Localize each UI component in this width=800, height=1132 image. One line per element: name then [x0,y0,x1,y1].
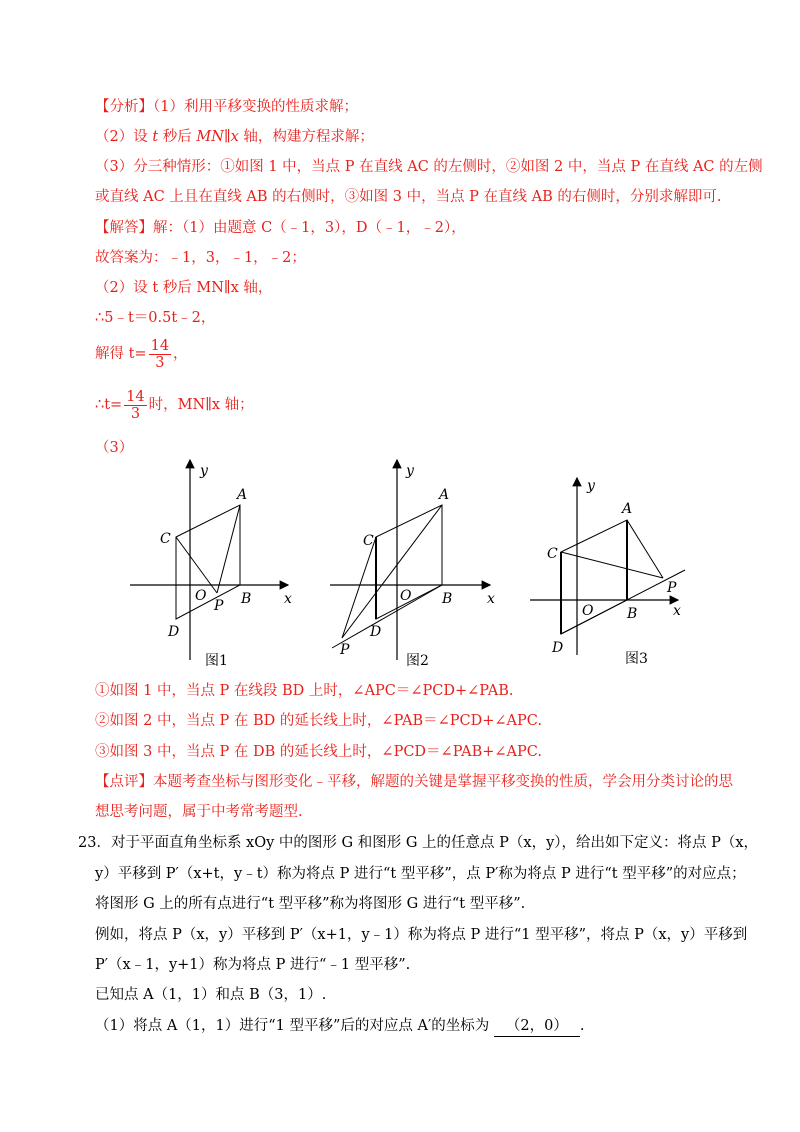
analysis-text-2a: （2）设 [95,129,153,145]
fig1-label-y: y [200,463,208,479]
fig3-label-c: C [547,546,558,562]
analysis-line-2 [95,127,374,147]
fraction-denominator: 3 [130,405,141,422]
comment-line-2: 想思考问题，属于中考常考题型. [95,804,303,820]
solution-text-1: 解：（1）由题意 C（﹣1，3），D（﹣1，﹣2）， [153,220,466,236]
q23-line-1: 23．对于平面直角坐标系 xOy 中的图形 G 和图形 G 上的任意点 P（x，y），给出如下定义：将点 P（x， [78,835,759,851]
q23-answer-blank: （2，0） [494,1016,580,1037]
fig2-label-p: P [340,642,350,658]
fraction-denominator: 3 [155,354,165,371]
solution-line-3: （2）设 t 秒后 MN∥x 轴， [95,280,273,296]
q23-text-7b: . [579,1018,585,1034]
q23-text-7a: （1）将点 A（1，1）进行“1 型平移”后的对应点 A′的坐标为 [95,1018,490,1034]
case-line-1: ①如图 1 中，当点 P 在线段 BD 上时，∠APC＝∠PCD+∠PAB. [95,683,514,699]
fraction-numerator: 14 [126,388,145,405]
comment-line-1 [95,772,733,792]
figure-3-diagram [530,470,705,670]
fig3-label-d: D [552,640,564,656]
fig2-label-y: y [406,463,414,479]
figure-3 [530,470,705,670]
solution-tag: 【解答】 [95,220,153,236]
fig1-label-x: x [284,591,292,607]
fig1-label-a: A [237,487,248,503]
case-line-2: ②如图 2 中，当点 P 在 BD 的延长线上时，∠PAB＝∠PCD+∠APC. [95,713,542,729]
fig2-label-a: A [439,487,450,503]
fig1-label-d: D [168,624,180,640]
fraction-14-3 [149,338,171,371]
analysis-line-4: 或直线 AC 上且在直线 AB 的右侧时，③如图 3 中，当点 P 在直线 AB 的右侧时，分别求解即可. [95,189,722,205]
case-line-3: ③如图 3 中，当点 P 在 DB 的延长线上时，∠PCD＝∠PAB+∠APC. [95,744,542,760]
solution-text-6b: 时，MN∥x 轴； [148,397,254,413]
fig3-caption: 图3 [625,651,648,667]
analysis-tag: 【分析】 [95,99,153,115]
q23-line-6: 已知点 A（1，1）和点 B（3，1）. [95,987,327,1003]
fig1-label-o: O [195,588,207,604]
fig2-label-d: D [370,624,382,640]
solution-text-6a: ∴t= [95,397,123,413]
analysis-var-x: x [230,129,239,145]
solution-text-5b: ， [173,346,188,362]
fig1-caption: 图1 [205,653,228,669]
solution-line-5 [95,336,188,372]
analysis-var-t: t [152,129,159,145]
q23-line-5: P′（x﹣1，y+1）称为将点 P 进行“﹣1 型平移”. [95,957,411,973]
solution-line-4: ∴5﹣t＝0.5t﹣2， [95,310,216,326]
solution-text-5a: 解得 t= [95,346,147,362]
analysis-text-2b: 秒后 [158,129,197,145]
fig2-label-b: B [442,591,453,607]
q23-line-3: 将图形 G 上的所有点进行“t 型平移”称为将图形 G 进行“t 型平移”. [95,896,526,912]
fig3-label-a: A [622,501,633,517]
solution-line-7: （3） [95,440,134,456]
fig3-label-b: B [627,606,638,622]
fig3-label-p: P [667,580,677,596]
fig2-label-c: C [363,533,374,549]
fraction-numerator: 14 [150,337,170,354]
figure-1 [130,455,300,670]
fig1-label-p: P [214,598,224,614]
analysis-line-3: （3）分三种情形：①如图 1 中，当点 P 在直线 AC 的左侧时，②如图 2 中，当点 P 在直线 AC 的左侧 [95,159,763,175]
solution-line-6 [95,387,254,423]
analysis-parallel: ∥ [223,129,231,145]
figure-1-diagram [130,455,300,670]
analysis-text-1: （1）利用平移变换的性质求解； [153,99,358,115]
q23-line-7 [95,1016,585,1037]
comment-tag: 【点评】 [95,774,153,790]
fig2-label-o: O [400,588,412,604]
fig2-label-x: x [487,591,495,607]
q23-line-4: 例如，将点 P（x，y）平移到 P′（x+1，y﹣1）称为将点 P 进行“1 型平移”，将点 P（x，y）平移到 [95,927,748,943]
comment-text-1: 本题考查坐标与图形变化﹣平移，解题的关键是掌握平移变换的性质，学会用分类讨论的思 [153,774,733,790]
fig3-label-y: y [587,478,595,494]
fig2-caption: 图2 [406,653,429,669]
analysis-var-mn: MN [196,129,224,145]
solution-line-1 [95,218,466,238]
figure-2-diagram [330,455,500,670]
analysis-line-1 [95,97,358,117]
fraction-14-3-b [124,389,146,422]
q23-line-2: y）平移到 P′（x+t，y﹣t）称为将点 P 进行“t 型平移”，点 P′称为将点 P 进行“t 型平移”的对应点； [95,866,746,882]
solution-line-2: 故答案为：﹣1，3，﹣1，﹣2； [95,250,306,266]
fig1-label-c: C [160,531,171,547]
fig3-label-x: x [673,603,681,619]
fig1-label-b: B [241,591,252,607]
fig3-label-o: O [582,603,594,619]
analysis-text-2d: 轴，构建方程求解； [238,129,374,145]
figure-2 [330,455,500,670]
